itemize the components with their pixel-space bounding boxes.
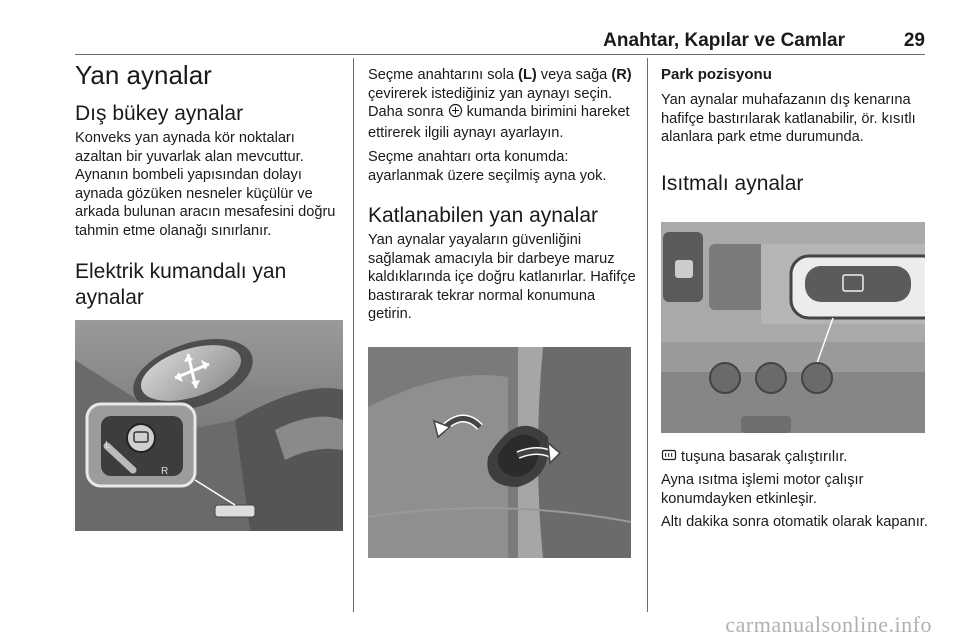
selector-text-part4: kumanda birimini hareket ettirerek ilgili aynayı ayarlayın. bbox=[368, 104, 630, 141]
column-3 bbox=[661, 60, 929, 530]
selector-label-L: (L) bbox=[518, 67, 537, 83]
mirror-switch-figure bbox=[75, 320, 343, 531]
heated-mirrors-heading: Isıtmalı aynalar bbox=[661, 171, 804, 195]
header-divider bbox=[75, 54, 925, 55]
page-header bbox=[75, 30, 925, 52]
page-number: 29 bbox=[903, 30, 925, 51]
switch-label-L: L bbox=[105, 440, 111, 451]
folding-mirror-figure bbox=[368, 347, 631, 558]
watermark: carmanualsonline.info bbox=[725, 612, 932, 637]
selector-text-part2: veya sağa bbox=[536, 67, 612, 83]
column-2 bbox=[368, 60, 636, 324]
column-1 bbox=[75, 60, 343, 477]
heated-activate-text bbox=[661, 448, 929, 469]
heated-mirror-illustration bbox=[661, 222, 925, 433]
park-position-text: Yan aynalar muhafazanın dış kenarına hafifçe bastırılarak katlanabilir, ör. kısıtlı alanlara park etme durumunda. bbox=[661, 92, 916, 145]
selector-text-part3: çevirerek istediğiniz yan aynayı seçin. Daha sonra bbox=[368, 85, 613, 120]
park-position-heading: Park pozisyonu bbox=[661, 66, 772, 83]
mirror-switch-illustration bbox=[75, 320, 343, 531]
folding-mirrors-heading: Katlanabilen yan aynalar bbox=[368, 204, 598, 227]
heated-activate-label: tuşuna basarak çalıştırılır. bbox=[677, 449, 848, 465]
column-divider-1 bbox=[353, 58, 354, 612]
folding-mirrors-text: Yan aynalar yayaların güvenliğini sağlamak amacıyla bir darbeye maruz kaldıklarında içe doğru katlanırlar. Hafifçe bastırarak tekrar normal konumuna getirin. bbox=[368, 232, 636, 322]
electric-heading-line2: aynalar bbox=[75, 286, 144, 309]
column-divider-2 bbox=[647, 58, 648, 612]
heated-operate-text: Ayna ısıtma işlemi motor çalışır konumdayken etkinleşir. bbox=[661, 472, 864, 507]
switch-label-R: R bbox=[161, 466, 169, 477]
heated-mirror-figure bbox=[661, 222, 925, 433]
selector-label-R: (R) bbox=[611, 67, 632, 83]
convex-mirrors-text: Konveks yan aynada kör noktaları azaltan bir yuvarlak alan mevcuttur. Aynanın bombeli yapısından dolayı aynada gözüken nesneler küçülür ve arkada bulunan aracın mesafesini doğru tahmin etme olanağı sınırlanır. bbox=[75, 130, 336, 239]
selector-switch-text bbox=[368, 66, 636, 142]
middle-position-text: Seçme anahtarı orta konumda: ayarlanmak üzere seçilmiş ayna yok. bbox=[368, 149, 607, 184]
selector-text-part1: Seçme anahtarını sola bbox=[368, 67, 519, 83]
page-title: Yan aynalar bbox=[75, 60, 212, 90]
mirror-adjust-icon bbox=[448, 103, 463, 124]
electric-mirrors-heading bbox=[75, 259, 343, 311]
folding-mirror-illustration bbox=[368, 347, 631, 558]
section-title: Anahtar, Kapılar ve Camlar bbox=[603, 30, 845, 51]
convex-mirrors-heading: Dış bükey aynalar bbox=[75, 102, 244, 125]
electric-heading-line1: Elektrik kumandalı yan bbox=[75, 260, 287, 283]
heated-mirror-icon bbox=[661, 449, 677, 469]
heated-off-text: Altı dakika sonra otomatik olarak kapanır. bbox=[661, 514, 928, 530]
